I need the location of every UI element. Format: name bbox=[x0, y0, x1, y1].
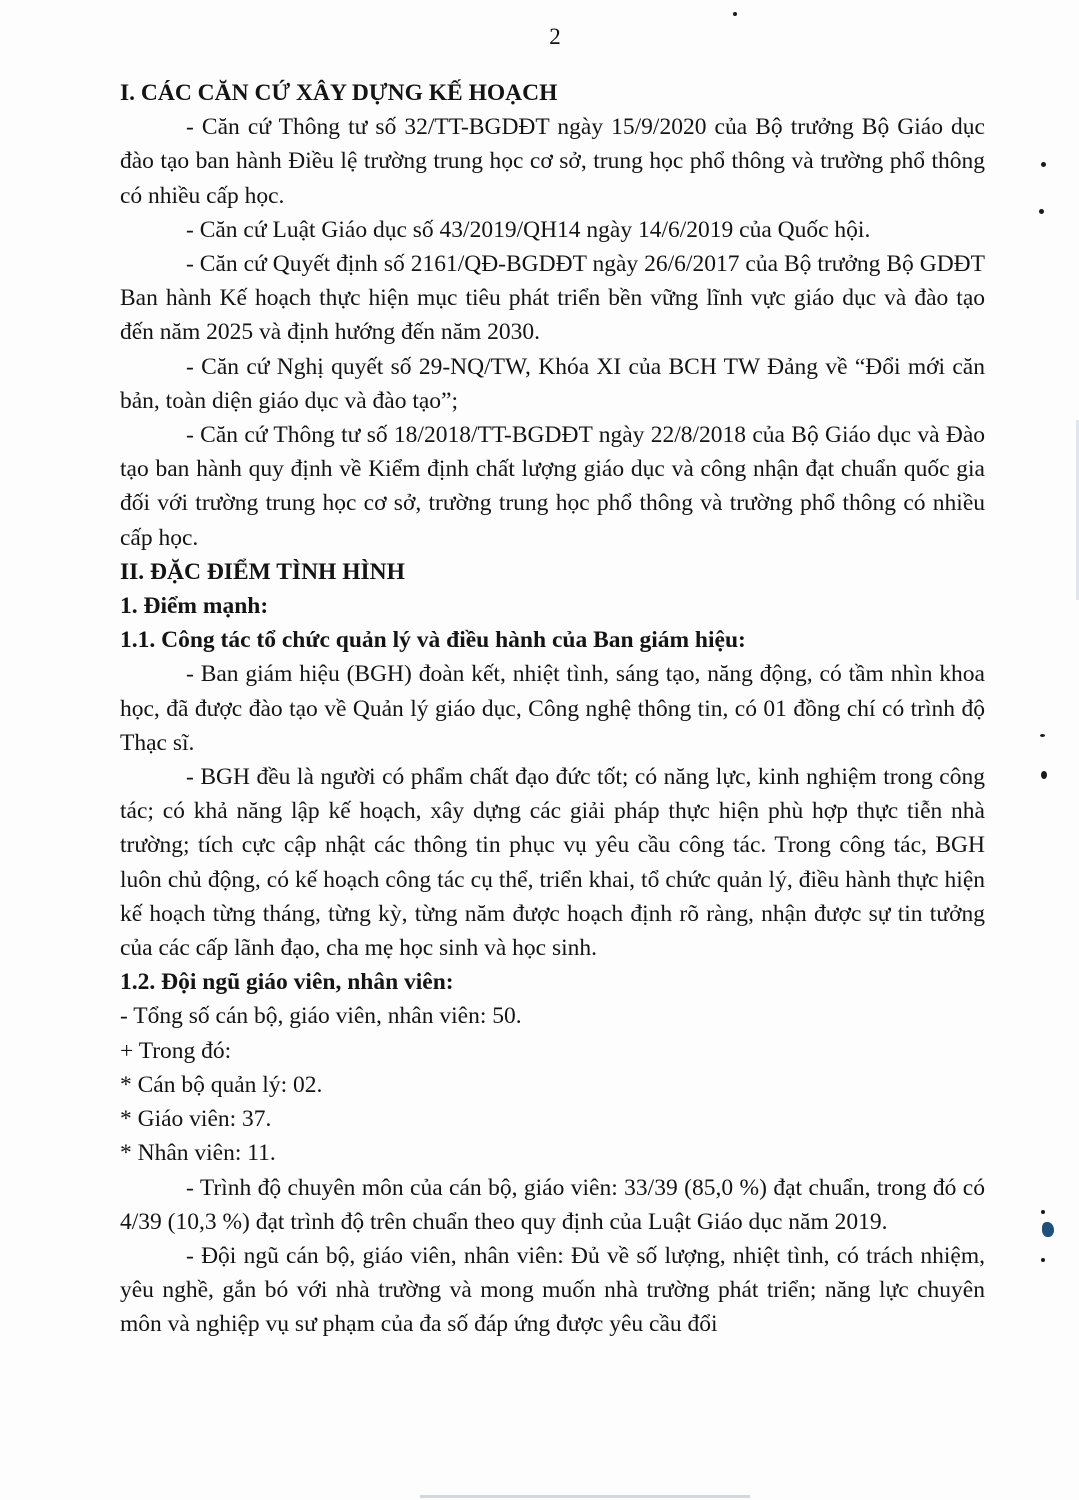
scan-speck bbox=[1039, 209, 1044, 214]
subsection-heading-strengths: 1. Điểm mạnh: bbox=[120, 593, 269, 620]
paragraph: - Căn cứ Thông tư số 18/2018/TT-BGDĐT ngày 22/8/2018 của Bộ Giáo dục và Đào tạo ban hành quy định về Kiểm định chất lượng giáo dục và công nhận đạt chuẩn quốc gia đối với trường trung học cơ sở, trường trung học phổ thông và trường phổ thông có nhiều cấp học. bbox=[120, 422, 985, 551]
document-body bbox=[120, 76, 985, 1342]
page-number: 2 bbox=[549, 24, 561, 49]
list-item: + Trong đó: bbox=[120, 1037, 232, 1064]
section-heading-1: I. CÁC CĂN CỨ XÂY DỰNG KẾ HOẠCH bbox=[120, 80, 558, 106]
paragraph: - Căn cứ Quyết định số 2161/QĐ-BGDĐT ngày 26/6/2017 của Bộ trưởng Bộ GDĐT Ban hành Kế hoạch thực hiện mục tiêu phát triển bền vững lĩnh vực giáo dục và đào tạo đến năm 2025 và định hướng đến năm 2030. bbox=[120, 251, 985, 346]
scan-speck bbox=[1041, 1210, 1045, 1214]
paragraph: - Đội ngũ cán bộ, giáo viên, nhân viên: Đủ về số lượng, nhiệt tình, có trách nhiệm, yêu nghề, gắn bó với nhà trường và mong muốn nhà trường phát triển; năng lực chuyên môn và nghiệp vụ sư phạm của đa số đáp ứng được yêu cầu đổi bbox=[120, 1242, 985, 1338]
section-heading-2: II. ĐẶC ĐIỂM TÌNH HÌNH bbox=[120, 558, 405, 585]
paragraph: - BGH đều là người có phẩm chất đạo đức tốt; có năng lực, kinh nghiệm trong công tác; có khả năng lập kế hoạch, xây dựng các giải pháp thực hiện phù hợp thực tiễn nhà trường; tích cực cập nhật các thông tin phục vụ yêu cầu công tác. Trong công tác, BGH luôn chủ động, có kế hoạch công tác cụ thể, triển khai, tổ chức quản lý, điều hành thực hiện kế hoạch từng tháng, từng kỳ, từng năm được hoạch định rõ ràng, nhận được sự tin tưởng của các cấp lãnh đạo, cha mẹ học sinh và học sinh. bbox=[120, 764, 985, 962]
list-item: * Nhân viên: 11. bbox=[120, 1140, 276, 1167]
paragraph: - Trình độ chuyên môn của cán bộ, giáo viên: 33/39 (85,0 %) đạt chuẩn, trong đó có 4/39 (10,3 %) đạt trình độ trên chuẩn theo quy định của Luật Giáo dục năm 2019. bbox=[120, 1174, 985, 1235]
scan-speck bbox=[733, 12, 737, 16]
scan-speck bbox=[1041, 771, 1047, 779]
paragraph: - Căn cứ Thông tư số 32/TT-BGDĐT ngày 15/9/2020 của Bộ trưởng Bộ Giáo dục đào tạo ban hành Điều lệ trường trung học cơ sở, trung học phổ thông và trường phổ thông có nhiều cấp học. bbox=[120, 114, 985, 209]
scan-speck bbox=[1040, 734, 1045, 737]
scan-edge bbox=[420, 1495, 750, 1498]
paragraph: - Căn cứ Nghị quyết số 29-NQ/TW, Khóa XI của BCH TW Đảng về “Đổi mới căn bản, toàn diện giáo dục và đào tạo”; bbox=[120, 353, 985, 414]
subsection-heading-management: 1.1. Công tác tổ chức quản lý và điều hành của Ban giám hiệu: bbox=[120, 627, 746, 654]
scan-speck bbox=[1041, 1258, 1045, 1262]
list-item: - Tổng số cán bộ, giáo viên, nhân viên: 50. bbox=[120, 1003, 522, 1030]
paragraph: - Ban giám hiệu (BGH) đoàn kết, nhiệt tình, sáng tạo, năng động, có tầm nhìn khoa học, đã được đào tạo về Quản lý giáo dục, Công nghệ thông tin, có 01 đồng chí có trình độ Thạc sĩ. bbox=[120, 661, 985, 756]
list-item: * Cán bộ quản lý: 02. bbox=[120, 1071, 323, 1098]
scan-speck bbox=[1042, 1222, 1054, 1237]
scan-speck bbox=[1041, 162, 1046, 167]
subsection-heading-staff: 1.2. Đội ngũ giáo viên, nhân viên: bbox=[120, 969, 454, 996]
list-item: * Giáo viên: 37. bbox=[120, 1106, 272, 1133]
paragraph: - Căn cứ Luật Giáo dục số 43/2019/QH14 ngày 14/6/2019 của Quốc hội. bbox=[186, 216, 871, 243]
